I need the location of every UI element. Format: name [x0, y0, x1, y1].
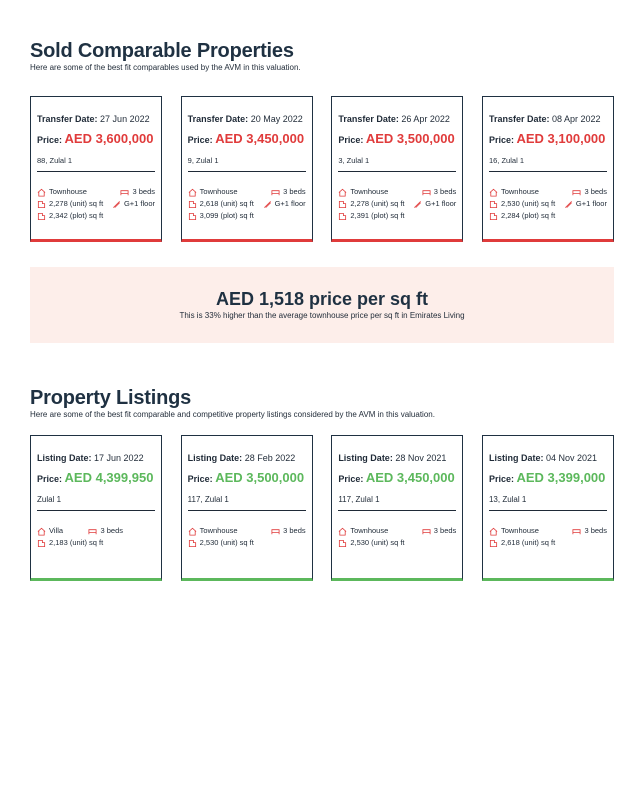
plot-area: 2,342 (plot) sq ft: [49, 211, 104, 220]
address: 9, Zulal 1: [188, 156, 306, 172]
floor-icon: [112, 200, 121, 209]
area-icon: [338, 200, 347, 209]
area-icon: [37, 212, 46, 221]
plot-area: 2,391 (plot) sq ft: [350, 211, 405, 220]
floor: G+1 floor: [274, 199, 306, 208]
floor-icon: [413, 200, 422, 209]
price-label: Price:: [338, 474, 364, 484]
listing-date: 28 Feb 2022: [244, 453, 296, 463]
listing-card: [331, 435, 463, 581]
sold-section-title: Sold Comparable Properties: [30, 40, 294, 62]
house-icon: [338, 527, 347, 536]
sold-cards: [30, 96, 614, 242]
price-value: AED 3,450,000: [215, 131, 305, 146]
floor: G+1 floor: [425, 199, 457, 208]
house-icon: [188, 527, 197, 536]
address: 3, Zulal 1: [338, 156, 456, 172]
transfer-date: 27 Jun 2022: [100, 114, 150, 124]
beds: 3 beds: [433, 187, 457, 196]
area-icon: [37, 539, 46, 548]
price-value: AED 3,500,000: [215, 470, 305, 485]
sold-section-subtitle: Here are some of the best fit comparables used by the AVM in this valuation.: [30, 63, 301, 72]
bed-icon: [271, 188, 280, 197]
date-label: Transfer Date:: [37, 114, 98, 124]
bed-icon: [572, 188, 581, 197]
beds: 3 beds: [433, 526, 457, 535]
house-icon: [37, 527, 46, 536]
floor: G+1 floor: [123, 199, 155, 208]
price-value: AED 3,500,000: [365, 131, 455, 146]
area-icon: [188, 212, 197, 221]
listing-card: [181, 435, 313, 581]
price-label: Price:: [338, 135, 364, 145]
sold-card: [331, 96, 463, 242]
house-icon: [37, 188, 46, 197]
unit-area: 2,618 (unit) sq ft: [199, 199, 254, 208]
date-label: Listing Date:: [37, 453, 92, 463]
plot-area: 3,099 (plot) sq ft: [199, 211, 254, 220]
listing-date: 04 Nov 2021: [546, 453, 598, 463]
sold-section-header: [30, 40, 614, 73]
bed-icon: [422, 527, 431, 536]
listings-section-subtitle: Here are some of the best fit comparable and competitive property listings considered by the AVM in this valuation.: [30, 410, 435, 419]
unit-area: 2,278 (unit) sq ft: [49, 199, 104, 208]
area-icon: [338, 539, 347, 548]
beds: 3 beds: [132, 187, 155, 196]
listing-date: 28 Nov 2021: [395, 453, 447, 463]
bed-icon: [271, 527, 280, 536]
property-type: Townhouse: [350, 187, 389, 196]
property-type: Townhouse: [49, 187, 87, 196]
address: Zulal 1: [37, 495, 155, 511]
property-type: Townhouse: [500, 526, 539, 535]
transfer-date: 26 Apr 2022: [401, 114, 450, 124]
listing-date: 17 Jun 2022: [94, 453, 144, 463]
area-icon: [188, 200, 197, 209]
unit-area: 2,618 (unit) sq ft: [500, 538, 556, 547]
sold-card: [30, 96, 162, 242]
date-label: Transfer Date:: [488, 114, 550, 124]
transfer-date: 20 May 2022: [250, 114, 303, 124]
price-value: AED 3,450,000: [365, 470, 455, 485]
price-label: Price:: [488, 135, 514, 145]
property-type: Townhouse: [500, 187, 539, 196]
property-type: Villa: [49, 526, 64, 535]
beds: 3 beds: [100, 526, 123, 535]
date-label: Transfer Date:: [338, 114, 399, 124]
property-type: Townhouse: [199, 187, 238, 196]
price-per-sqft: AED 1,518 price per sq ft: [215, 289, 429, 309]
date-label: Listing Date:: [488, 453, 544, 463]
sold-card: [482, 96, 614, 242]
price-label: Price:: [37, 135, 63, 145]
plot-area: 2,284 (plot) sq ft: [500, 211, 556, 220]
house-icon: [489, 188, 498, 197]
address: 13, Zulal 1: [489, 495, 607, 511]
house-icon: [489, 527, 498, 536]
unit-area: 2,530 (unit) sq ft: [199, 538, 254, 547]
property-type: Townhouse: [350, 526, 389, 535]
unit-area: 2,278 (unit) sq ft: [350, 199, 405, 208]
listing-card: [30, 435, 162, 581]
price-label: Price:: [488, 474, 514, 484]
price-per-sqft-note: This is 33% higher than the average townhouse price per sq ft in Emirates Living: [179, 311, 465, 320]
area-icon: [338, 212, 347, 221]
price-label: Price:: [187, 474, 213, 484]
house-icon: [188, 188, 197, 197]
beds: 3 beds: [584, 526, 607, 535]
transfer-date: 08 Apr 2022: [552, 114, 601, 124]
bed-icon: [88, 527, 97, 536]
price-label: Price:: [187, 135, 213, 145]
price-per-sqft-banner: [30, 267, 614, 343]
price-label: Price:: [37, 474, 63, 484]
address: 88, Zulal 1: [37, 156, 155, 172]
unit-area: 2,530 (unit) sq ft: [350, 538, 405, 547]
unit-area: 2,530 (unit) sq ft: [500, 199, 556, 208]
beds: 3 beds: [283, 187, 306, 196]
price-value: AED 4,399,950: [64, 470, 154, 485]
price-value: AED 3,399,000: [516, 470, 606, 485]
address: 16, Zulal 1: [489, 156, 607, 172]
listings-section-header: [30, 387, 614, 420]
beds: 3 beds: [584, 187, 607, 196]
area-icon: [489, 539, 498, 548]
date-label: Transfer Date:: [187, 114, 249, 124]
floor: G+1 floor: [575, 199, 607, 208]
listings-section-title: Property Listings: [30, 387, 192, 409]
bed-icon: [120, 188, 129, 197]
unit-area: 2,183 (unit) sq ft: [49, 538, 104, 547]
beds: 3 beds: [283, 526, 306, 535]
house-icon: [338, 188, 347, 197]
sold-card: [181, 96, 313, 242]
area-icon: [37, 200, 46, 209]
property-type: Townhouse: [199, 526, 238, 535]
listing-cards: [30, 435, 614, 581]
price-value: AED 3,100,000: [516, 131, 606, 146]
area-icon: [489, 200, 498, 209]
price-value: AED 3,600,000: [64, 131, 154, 146]
floor-icon: [263, 200, 272, 209]
bed-icon: [422, 188, 431, 197]
floor-icon: [564, 200, 573, 209]
bed-icon: [572, 527, 581, 536]
address: 117, Zulal 1: [188, 495, 306, 511]
area-icon: [489, 212, 498, 221]
address: 117, Zulal 1: [338, 495, 456, 511]
date-label: Listing Date:: [187, 453, 243, 463]
area-icon: [188, 539, 197, 548]
listing-card: [482, 435, 614, 581]
date-label: Listing Date:: [338, 453, 393, 463]
